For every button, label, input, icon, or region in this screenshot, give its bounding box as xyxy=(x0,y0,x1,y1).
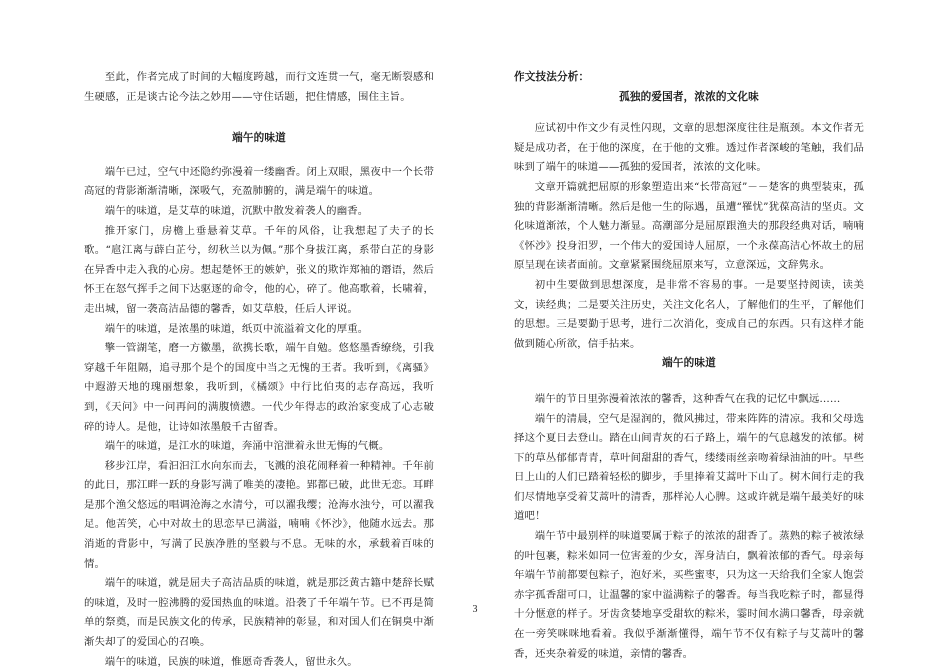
analysis-paragraph: 文章开篇就把屈原的形象塑造出来“长带高冠”－－楚客的典型装束，孤独的背影渐渐清晰。然后是他一生的际遇，虽遭“罹忧”犹葆高洁的坚贞。文化味道渐浓，个人魅力渐显。高潮部分是屈原跟渔夫的那段经典对话，喃喃《怀沙》投身汨罗，一个伟大的爱国诗人屈原，一个永葆高洁心怀故土的屈原呈现在读者面前。文章紧紧围绕屈原来写，立意深远，文辞隽永。 xyxy=(514,180,864,272)
page-number: 3 xyxy=(472,604,478,615)
analysis-paragraph: 应试初中作文少有灵性闪现，文章的思想深度往往是瓶颈。本文作者无疑是成功者，在于他的深度，在于他的文雅。透过作者深峻的笔触，我们品味到了端午的味道——孤独的爱国者，浓浓的文化味。 xyxy=(514,122,864,174)
essay-paragraph: 擎一管湖笔，磨一方徽墨，欲携长歌，端午自勉。悠悠墨香缭绕，引我穿越千年阻隔，追寻那个是个的国度中当之无愧的王者。我听到，《离骚》中遐游天地的瑰丽想象，我听到，《橘颂》中行比伯夷的志存高远，我听到，《天问》中一问再问的满腹愤懑。一代少年得志的政治家变成了心志破碎的诗人。是他，让诗如浓墨般千古留香。 xyxy=(84,342,434,433)
essay-paragraph: 端午已过，空气中还隐约弥漫着一缕幽香。闭上双眼，黑夜中一个长带高冠的背影渐渐清晰，深吸气，充盈肺腑的，满是端午的味道。 xyxy=(84,165,434,198)
essay2-paragraph: 端午的清晨，空气是湿润的，微风拂过，带来阵阵的清凉。我和父母选择这个夏日去登山。踏在山间青灰的石子路上，端午的气息越发的浓郁。树下的草丛郁郁青青，草叶间甜甜的香气，缕缕雨丝亲吻着绿油油的叶。早些日上山的人们已踏着轻松的脚步，手里捧着艾蒿叶下山了。树木间行走的我们尽情地享受着艾蒿叶的清香，那样沁人心脾。这或许就是端午最美好的味道吧！ xyxy=(514,412,864,523)
analysis-heading: 作文技法分析： xyxy=(514,71,590,83)
essay2-paragraph: 端午节中最别样的味道要属于粽子的浓浓的甜香了。蒸熟的粽子被浓绿的叶包裹，粽米如同一位害羞的少女，浑身洁白，飘着浓郁的香气。母亲每年端午节前都要包粽子，泡好米，买些蜜枣，只为这一天给我们全家人饱尝赤字孤香甜可口，让温馨的家中溢满粽子的馨香。每当我吃粽子时，都显得十分惬意的样子。牙齿贪婪地享受甜软的粽米，霎时间水满口馨香，母亲就在一旁笑咪咪地看着。我似乎渐渐懂得，端午节不仅有粽子与艾蒿叶的馨香，还夹杂着爱的味道，亲情的馨香。 xyxy=(514,530,864,660)
essay2-paragraph: 端午的节日里弥漫着浓浓的馨香，这种香气在我的记忆中飘远…… xyxy=(534,392,841,405)
essay-paragraph: 端午的味道，是江水的味道，奔涌中涫泄着永世无悔的气概。 xyxy=(104,440,390,453)
right-column xyxy=(514,0,864,664)
essay-paragraph: 推开家门，房檐上垂悬着艾草。千年的风俗，让我想起了夫子的长歌。“扈江离与薜白芷兮，纫秋兰以为佩。”那个身拔江离，系带白芷的身影在异香中走入我的心房。想起楚怀王的嫉妒，张义的欺诈郑袖的谮语，然后怀王在怒气挥手之间下达驱逐的命令，他的心，碎了。他高歌着，长啸着，走出城，留一袭高洁品德的馨香，如艾草般，任后人评说。 xyxy=(84,224,434,315)
analysis-title: 孤独的爱国者，浓浓的文化味 xyxy=(619,90,759,103)
essay-title: 端午的味道 xyxy=(232,132,286,145)
essay2-title: 端午的味道 xyxy=(662,357,716,370)
analysis-paragraph: 初中生要做到思想深度，是非常不容易的事。一是要坚持阅读，读美文，读经典；二是要关注历史，关注文化名人，了解他们的生平，了解他们的思想。三是要勤于思考，进行二次消化，变成自己的东西。只有这样才能做到随心所欲，信手拈来。 xyxy=(514,278,864,350)
essay-paragraph: 端午的味道，就是屈夫子高洁品质的味道，就是那泛黄古籍中楚辞长赋的味道，及时一腔沸腾的爱国热血的味道。沿袭了千年端午节。已不再是简单的祭奠，而是民族文化的传承，民族精神的彰显，和对国人们在铜臭中渐渐失却了的爱国心的召唤。 xyxy=(84,577,434,649)
intro-paragraph: 至此，作者完成了时间的大幅度跨越，而行文连贯一气，毫无断裂感和生硬感，正是谈古论今法之妙用——守住话题，把住情感，围住主旨。 xyxy=(84,71,434,103)
essay-paragraph: 端午的味道，民族的味道，惟愿奇香袭人，留世永久。 xyxy=(104,655,358,668)
essay-paragraph: 端午的味道，是浓墨的味道，纸页中流溢着文化的厚重。 xyxy=(104,322,369,335)
essay-paragraph: 移步江岸，看汩汩江水向东而去，飞溅的浪花闹释着一种精神。千年前的此日，那江畔一跃的身影写满了唯美的凄艳。郢都已破，此世无恋。耳畔是那个渔父悠远的唱调沧海之水清兮，可以濯我缨；沧海水浊兮，可以濯我足。他苦笑，心中对故土的思恋早已满溢，喃喃《怀沙》，他随水远去。那消逝的背影中，写满了民族净胜的坚毅与不息。无味的水，承载着百味的情。 xyxy=(84,459,434,570)
essay-paragraph: 端午的味道，是艾草的味道，沉默中散发着袭人的幽香。 xyxy=(104,204,369,217)
left-column xyxy=(84,0,434,672)
